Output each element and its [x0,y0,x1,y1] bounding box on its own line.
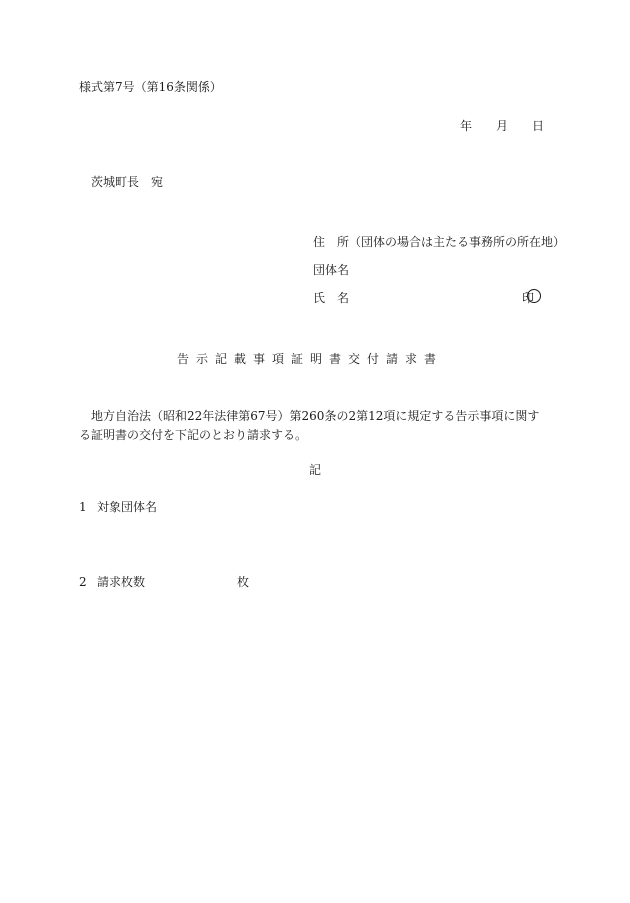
ki-heading: 記 [308,463,321,477]
name-label-2: 名 [337,291,350,305]
form-number: 様式第7号（第16条関係） [79,80,222,94]
applicant-org-label: 団体名 [313,263,350,277]
date-year: 年 [459,119,472,133]
addressee-suffix: 宛 [151,175,164,189]
address-label-2: 所（団体の場合は主たる事務所の所在地） [337,235,566,249]
body-text: 地方自治法（昭和22年法律第67号）第260条の2第12項に規定する告示事項に関する証明書の交付を下記のとおり請求する。 [79,409,540,442]
item-label: 請求枚数 [97,575,146,589]
seal-mark: 印 [522,291,535,305]
address-label-1: 住 [313,235,326,249]
applicant-name-row [313,290,349,306]
item-target-organization [79,499,157,515]
date-line [460,118,544,134]
addressee [91,174,163,190]
document-title: 告示記載事項証明書交付請求書 [176,352,443,366]
item-label: 対象団体名 [97,500,158,514]
item-number: 2 [79,575,87,589]
item-number: 1 [79,500,87,514]
date-month: 月 [495,119,508,133]
date-day: 日 [531,119,544,133]
addressee-name: 茨城町長 [91,175,140,189]
count-unit: 枚 [237,575,250,589]
seal-circle-icon [527,289,541,303]
name-label-1: 氏 [313,291,326,305]
item-request-count [79,574,145,590]
applicant-address-row [313,234,565,250]
